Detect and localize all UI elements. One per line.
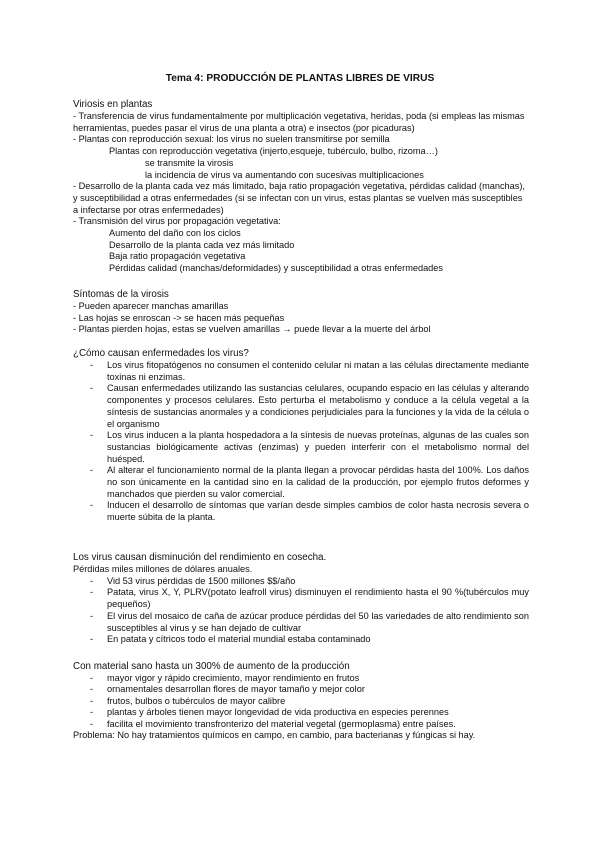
section-heading-viriosis: Viriosis en plantas: [73, 99, 153, 110]
list-item: - Inducen el desarrollo de síntomas que varían desde simples cambios de color hasta necrosis severa o muerte súbita de la planta.: [73, 500, 529, 523]
page-title: Tema 4: PRODUCCIÓN DE PLANTAS LIBRES DE VIRUS: [165, 73, 435, 84]
section-rendimiento: [73, 552, 529, 646]
text-line: Aumento del daño con los ciclos: [109, 228, 241, 239]
text-line: - Desarrollo de la planta cada vez más limitado, baja ratio propagación vegetativa, pérdidas calidad (manchas), y susceptibilidad a otras enfermedades (si se infectan con un virus, estas plantas se vuelven más susceptibles a infectarse por otras enfermedades): [73, 181, 525, 215]
list-item: - El virus del mosaico de caña de azúcar produce pérdidas del 50 las variedades de alto rendimiento son susceptibles al virus y se han dejado de cultivar: [73, 611, 529, 634]
text-line: Pérdidas miles millones de dólares anuales.: [73, 564, 253, 574]
section-heading-causan: ¿Cómo causan enfermedades los virus?: [73, 348, 249, 359]
list-item: - facilita el movimiento transfronterizo del material vegetal (germoplasma) entre países.: [73, 719, 529, 730]
text-line: Baja ratio propagación vegetativa: [109, 251, 246, 262]
problema-text: Problema: No hay tratamientos químicos en campo, en cambio, para bacterianas y fúngicas si hay.: [73, 730, 476, 741]
section-heading-rendimiento: Los virus causan disminución del rendimiento en cosecha.: [73, 552, 327, 563]
text-line: la incidencia de virus va aumentando con sucesivas multiplicaciones: [145, 169, 424, 180]
list-item: - ornamentales desarrollan flores de mayor tamaño y mejor color: [73, 684, 529, 695]
text-line: - Plantas pierden hojas, estas se vuelven amarillas → puede llevar a la muerte del árbol: [73, 324, 431, 335]
text-line: Desarrollo de la planta cada vez más limitado: [109, 239, 295, 250]
text-line: - Transmisión del virus por propagación vegetativa:: [73, 216, 281, 227]
section-causan: [73, 348, 529, 524]
list-item: - Vid 53 virus pérdidas de 1500 millones $$/año: [73, 576, 529, 588]
section-heading-sintomas: Síntomas de la virosis: [73, 289, 169, 300]
rendimiento-list: [73, 576, 529, 646]
list-item: - frutos, bulbos o tubérculos de mayor calibre: [73, 696, 529, 707]
text-line: - Pueden aparecer manchas amarillas: [73, 301, 229, 311]
list-item: - Los virus inducen a la planta hospedadora a la síntesis de nuevas proteínas, algunas de las cuales son sustancias biológicamente activas (enzimas) y pueden interferir con el metabolismo normal del huésped.: [73, 430, 529, 465]
section-viriosis: [73, 99, 529, 275]
section-sano: [73, 661, 529, 742]
text-line: - Plantas con reproducción sexual: los virus no suelen transmitirse por semilla: [73, 134, 390, 145]
list-item: - Al alterar el funcionamiento normal de la planta llegan a provocar pérdidas hasta del 100%. Los daños no son únicamente en la cantidad sino en la calidad de la producción, por ejemplo frutos deformes y manchados que pierden su valor comercial.: [73, 465, 529, 500]
sano-list: [73, 673, 529, 730]
section-sintomas: [73, 289, 529, 336]
text-line: Plantas con reproducción vegetativa (injerto,esqueje, tubérculo, bulbo, rizoma…): [109, 146, 438, 157]
section-heading-sano: Con material sano hasta un 300% de aumento de la producción: [73, 661, 350, 672]
list-item: - mayor vigor y rápido crecimiento, mayor rendimiento en frutos: [73, 673, 529, 684]
list-item: - Causan enfermedades utilizando las sustancias celulares, ocupando espacio en las células y alterando componentes y procesos celulares. Esto perturba el metabolismo y conduce a la célula vegetal a la síntesis de sustancias anormales y a condiciones perjudiciales para la funciones y la vida de la célula o el organismo: [73, 383, 529, 430]
text-line: Pérdidas calidad (manchas/deformidades) y susceptibilidad a otras enfermedades: [109, 263, 443, 274]
list-item: - En patata y cítricos todo el material mundial estaba contaminado: [73, 634, 529, 646]
list-item: - Los virus fitopatógenos no consumen el contenido celular ni matan a las células directamente mediante toxinas ni enzimas.: [73, 360, 529, 383]
text-line: - Transferencia de virus fundamentalmente por multiplicación vegetativa, heridas, poda (si empleas las mismas herramientas, puedes pasar el virus de una planta a otra) e insectos (por picaduras): [73, 111, 525, 133]
list-item: - Patata, virus X, Y, PLRV(potato leafroll virus) disminuyen el rendimiento hasta el 90 %(tubérculos muy pequeños): [73, 587, 529, 610]
list-item: - plantas y árboles tienen mayor longevidad de vida productiva en especies perennes: [73, 707, 529, 718]
causan-list: [73, 360, 529, 524]
text-line: - Las hojas se enroscan -> se hacen más pequeñas: [73, 312, 285, 323]
text-line: se transmite la virosis: [145, 157, 234, 168]
